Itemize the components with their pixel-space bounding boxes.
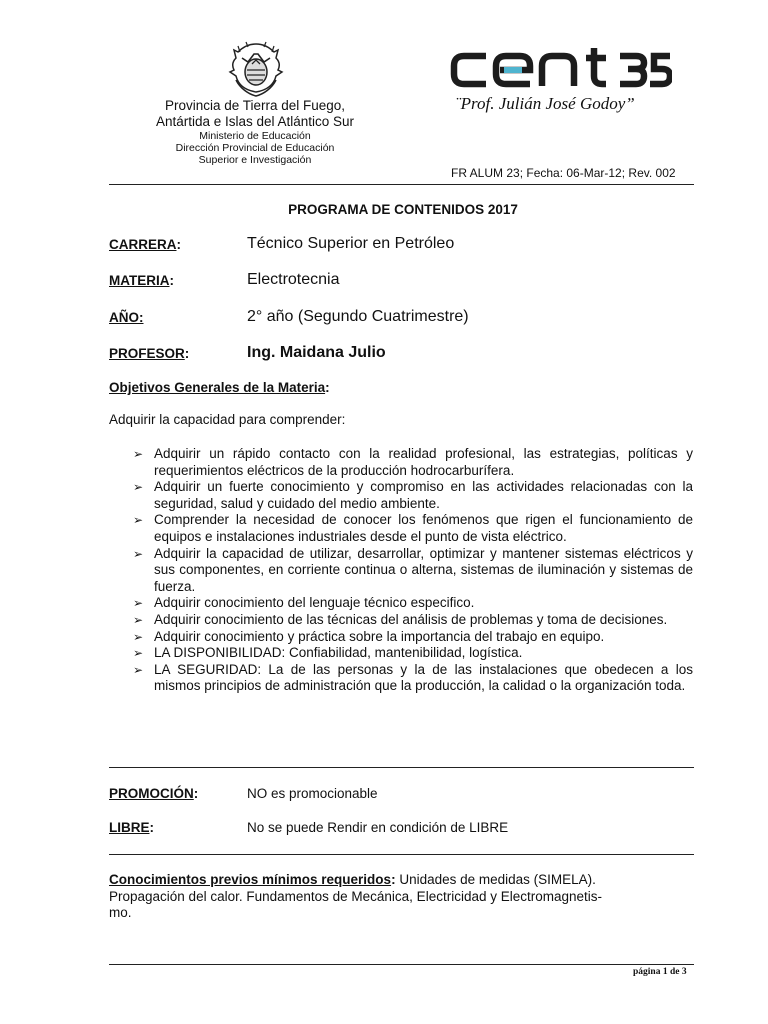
objectives-heading: Objetivos Generales de la Materia: — [109, 380, 330, 395]
section-divider — [109, 854, 694, 855]
list-item: ➢ Adquirir la capacidad de utilizar, desarrollar, optimizar y mantener sistemas eléctricos y sus componentes, en corriente continua o alterna, sistemas de iluminación y sistemas de fuerza. — [133, 545, 693, 594]
province-name-line2: Antártida e Islas del Atlántico Sur — [155, 114, 355, 129]
list-item: ➢ LA DISPONIBILIDAD: Confiabilidad, mantenibilidad, logística. — [133, 645, 523, 661]
field-label-profesor: PROFESOR: — [109, 346, 190, 361]
ministry-line1: Ministerio de Educación — [199, 130, 311, 142]
list-item: ➢ Comprender la necesidad de conocer los fenómenos que rigen el funcionamiento de equipos e instalaciones industriales desde el punto de vista eléctrico. — [133, 512, 693, 544]
field-label-anio: AÑO: — [109, 310, 144, 325]
list-item: ➢ Adquirir un rápido contacto con la realidad profesional, las estrategias, políticas y requerimientos eléctricos de la producción hodrocarburífera. — [133, 446, 693, 478]
libre-value: No se puede Rendir en condición de LIBRE — [247, 820, 509, 835]
arrow-bullet-icon: ➢ — [133, 546, 144, 561]
section-divider — [109, 767, 694, 768]
field-value-materia: Electrotecnia — [247, 271, 340, 288]
list-item: ➢ Adquirir un fuerte conocimiento y compromiso en las actividades relacionadas con la seguridad, salud y cuidado del medio ambiente. — [133, 479, 693, 511]
arrow-bullet-icon: ➢ — [133, 646, 144, 661]
arrow-bullet-icon: ➢ — [133, 629, 144, 644]
field-label-carrera: CARRERA: — [109, 237, 181, 252]
libre-label: LIBRE: — [109, 820, 154, 835]
document-title: PROGRAMA DE CONTENIDOS 2017 — [288, 202, 518, 217]
arrow-bullet-icon: ➢ — [133, 480, 144, 495]
cent35-logo — [450, 48, 672, 92]
logo-subtitle: ¨Prof. Julián José Godoy” — [455, 94, 635, 113]
list-item: ➢ Adquirir conocimiento y práctica sobre la importancia del trabajo en equipo. — [133, 628, 605, 644]
page-number: página 1 de 3 — [633, 967, 687, 977]
header-divider — [109, 184, 694, 185]
ministry-line2: Dirección Provincial de Educación — [175, 142, 335, 154]
promotion-label: PROMOCIÓN: — [109, 786, 199, 801]
field-label-materia: MATERIA: — [109, 273, 174, 288]
arrow-bullet-icon: ➢ — [133, 596, 144, 611]
promotion-value: NO es promocionable — [247, 786, 378, 801]
prerequisites-line3: mo. — [109, 905, 132, 921]
prerequisites-label: Conocimientos previos mínimos requeridos — [109, 872, 392, 887]
list-item: ➢ Adquirir conocimiento de las técnicas del análisis de problemas y toma de decisiones. — [133, 611, 668, 627]
prerequisites-line1: Unidades de medidas (SIMELA). — [395, 872, 596, 887]
arrow-bullet-icon: ➢ — [133, 513, 144, 528]
objectives-intro: Adquirir la capacidad para comprender: — [109, 412, 346, 427]
field-value-carrera: Técnico Superior en Petróleo — [247, 235, 455, 252]
coat-of-arms-icon — [228, 40, 284, 100]
field-value-anio: 2° año (Segundo Cuatrimestre) — [247, 308, 469, 325]
province-name-line1: Provincia de Tierra del Fuego, — [164, 98, 346, 113]
field-value-profesor: Ing. Maidana Julio — [247, 344, 386, 361]
arrow-bullet-icon: ➢ — [133, 612, 144, 627]
ministry-line3: Superior e Investigación — [198, 154, 312, 166]
arrow-bullet-icon: ➢ — [133, 662, 144, 677]
form-code: FR ALUM 23; Fecha: 06-Mar-12; Rev. 002 — [451, 166, 676, 180]
list-item: ➢ Adquirir conocimiento del lenguaje técnico especifico. — [133, 595, 475, 611]
objectives-list — [133, 446, 693, 695]
footer-divider — [109, 964, 694, 965]
prerequisites-line2: Propagación del calor. Fundamentos de Mecánica, Electricidad y Electromagnetis- — [109, 888, 603, 904]
arrow-bullet-icon: ➢ — [133, 447, 144, 461]
prerequisites: Conocimientos previos mínimos requeridos: Unidades de medidas (SIMELA). Propagación del calor. Fundamentos de Mecánica, Electricidad y Electromagnetis- mo. — [109, 872, 603, 921]
list-item: ➢ LA SEGURIDAD: La de las personas y la de las instalaciones que obedecen a los mismos principios de administración que la producción, la calidad o la organización toda. — [133, 661, 693, 694]
